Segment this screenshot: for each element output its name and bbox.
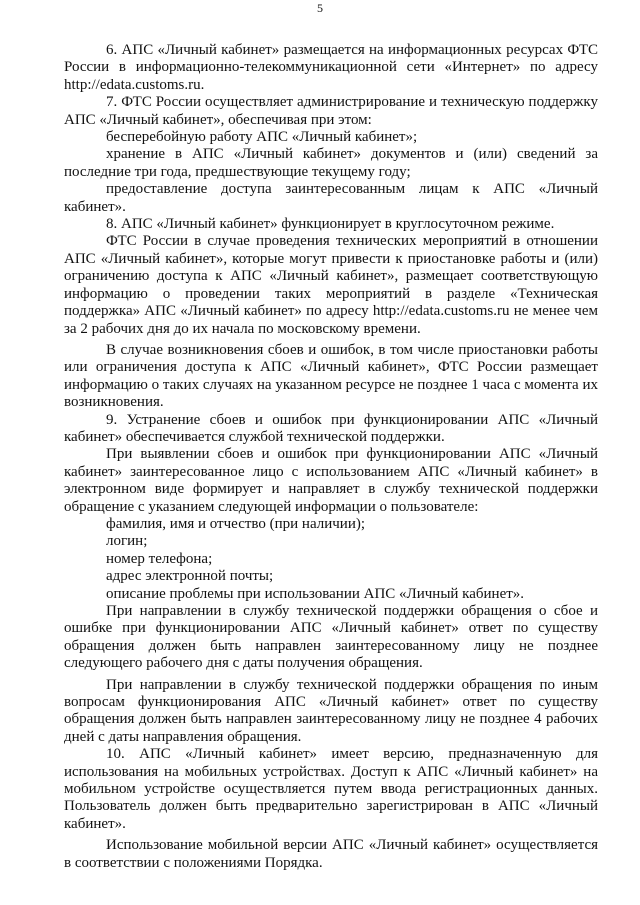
paragraph-item-10: 10. АПС «Личный кабинет» имеет версию, предназначенную для использования на мобильных устройствах. Доступ к АПС «Личный кабинет» на мобильном устройстве осуществляется путем ввода регистрационных данных. Пользователь должен быть предварительно зарегистрирован в АПС «Личный кабинет». [64,746,598,832]
paragraph-failures: В случае возникновения сбоев и ошибок, в том числе приостановки работы или ограничения доступа к АПС «Личный кабинет», ФТС России размещает информацию о таких случаях на указанном ресурсе не позднее 1 часа с момента их возникновения. [64,341,598,411]
paragraph-item-7: 7. ФТС России осуществляет администрирование и техническую поддержку АПС «Личный кабинет», обеспечивая при этом: [64,94,598,128]
paragraph-support-request: При выявлении сбоев и ошибок при функционировании АПС «Личный кабинет» заинтересованное лицо с использованием АПС «Личный кабинет» в электронном виде формирует и направляет в службу технической поддержки обращение с указанием следующей информации о пользователе: [64,446,598,515]
paragraph-mobile-version: Использование мобильной версии АПС «Личный кабинет» осуществляется в соответствии с положениями Порядка. [64,837,598,871]
list-item-storage: хранение в АПС «Личный кабинет» документов и (или) сведений за последние три года, предшествующие текущему году; [64,146,598,180]
page-number: 5 [317,1,323,15]
list-item-email: адрес электронной почты; [106,568,274,585]
list-item-full-name: фамилия, имя и отчество (при наличии); [106,515,366,532]
document-body [64,42,598,872]
list-item-phone: номер телефона; [106,550,213,567]
paragraph-item-8: 8. АПС «Личный кабинет» функционирует в круглосуточном режиме. [106,216,555,233]
paragraph-other-response: При направлении в службу технической поддержки обращения по иным вопросам функционирования АПС «Личный кабинет» ответ по существу обращения должен быть направлен заинтересованному лицу не позднее 4 рабочих дней с даты направления обращения. [64,676,598,745]
paragraph-failure-response: При направлении в службу технической поддержки обращения о сбое и ошибке при функционировании АПС «Личный кабинет» ответ по существу обращения должен быть направлен заинтересованному лицу не позднее следующего рабочего дня с даты получения обращения. [64,603,598,672]
list-item-login: логин; [106,533,148,550]
paragraph-maintenance: ФТС России в случае проведения технических мероприятий в отношении АПС «Личный кабинет», которые могут привести к приостановке работы и (или) ограничению доступа к АПС «Личный кабинет», размещает соответствующую информацию о проведении таких мероприятий в разделе «Техническая поддержка» АПС «Личный кабинет» по адресу http://edata.customs.ru не менее чем за 2 рабочих дня до их начала по московскому времени. [64,233,598,337]
list-item-access: предоставление доступа заинтересованным лицам к АПС «Личный кабинет». [64,181,598,215]
paragraph-item-9: 9. Устранение сбоев и ошибок при функционировании АПС «Личный кабинет» обеспечивается службой технической поддержки. [64,411,598,445]
list-item-problem-description: описание проблемы при использовании АПС «Личный кабинет». [106,585,525,602]
paragraph-item-6: 6. АПС «Личный кабинет» размещается на информационных ресурсах ФТС России в информационно-телекоммуникационной сети «Интернет» по адресу http://edata.customs.ru. [64,42,598,93]
list-item-uninterrupted-work: бесперебойную работу АПС «Личный кабинет»; [106,129,418,146]
